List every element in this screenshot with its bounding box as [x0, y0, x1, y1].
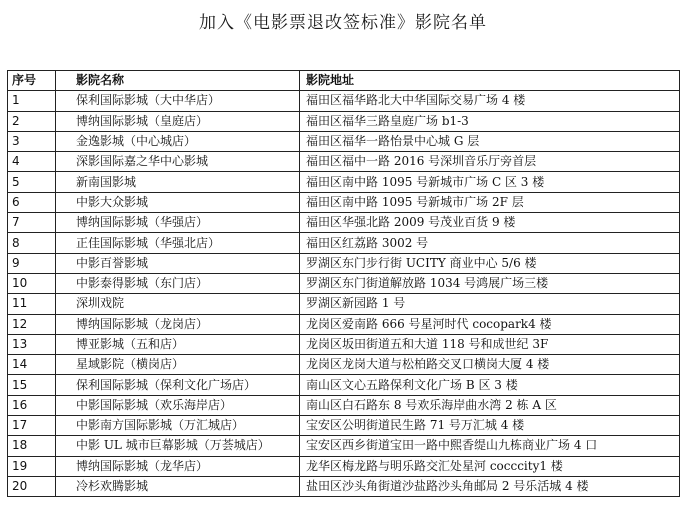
- table-row: [8, 91, 680, 111]
- cell-cinema-address: 福田区福华一路怡景中心城 G 层: [300, 131, 680, 151]
- cell-num: 11: [8, 294, 56, 314]
- page-title: 加入《电影票退改签标准》影院名单: [199, 13, 487, 33]
- cell-cinema-name: 新南国影城: [56, 172, 300, 192]
- cell-cinema-name: 中影南方国际影城（万汇城店）: [56, 416, 300, 436]
- cell-cinema-address: 罗湖区新园路 1 号: [300, 294, 680, 314]
- cell-num: 19: [8, 456, 56, 476]
- cell-num: 10: [8, 273, 56, 293]
- cell-num: 2: [8, 111, 56, 131]
- cell-cinema-address: 福田区南中路 1095 号新城市广场 C 区 3 楼: [300, 172, 680, 192]
- table-row: [8, 334, 680, 354]
- cell-cinema-address: 南山区文心五路保利文化广场 B 区 3 楼: [300, 375, 680, 395]
- cell-cinema-address: 宝安区西乡街道宝田一路中熙香缇山九栋商业广场 4 口: [300, 436, 680, 456]
- cell-num: 13: [8, 334, 56, 354]
- cell-num: 1: [8, 91, 56, 111]
- cell-cinema-address: 宝安区公明街道民生路 71 号万汇城 4 楼: [300, 416, 680, 436]
- cell-num: 20: [8, 476, 56, 496]
- table-row: [8, 152, 680, 172]
- cell-cinema-name: 中影国际影城（欢乐海岸店）: [56, 395, 300, 415]
- table-row: [8, 233, 680, 253]
- table-row: [8, 476, 680, 496]
- header-address: 影院地址: [300, 71, 680, 91]
- table-header-row: [8, 71, 680, 91]
- cell-num: 6: [8, 192, 56, 212]
- cell-cinema-name: 中影大众影城: [56, 192, 300, 212]
- cell-num: 9: [8, 253, 56, 273]
- table-row: [8, 375, 680, 395]
- cell-cinema-address: 福田区南中路 1095 号新城市广场 2F 层: [300, 192, 680, 212]
- cell-num: 12: [8, 314, 56, 334]
- table-row: [8, 213, 680, 233]
- cell-cinema-name: 金逸影城（中心城店）: [56, 131, 300, 151]
- header-name: 影院名称: [56, 71, 300, 91]
- table-row: [8, 294, 680, 314]
- cell-cinema-name: 博亚影城（五和店）: [56, 334, 300, 354]
- cell-cinema-name: 冷杉欢腾影城: [56, 476, 300, 496]
- cell-cinema-name: 正佳国际影城（华强北店）: [56, 233, 300, 253]
- cell-cinema-address: 南山区白石路东 8 号欢乐海岸曲水湾 2 栋 A 区: [300, 395, 680, 415]
- cell-cinema-address: 福田区华强北路 2009 号茂业百货 9 楼: [300, 213, 680, 233]
- cell-cinema-address: 福田区福华路北大中华国际交易广场 4 楼: [300, 91, 680, 111]
- cell-cinema-address: 福田区福中一路 2016 号深圳音乐厅旁首层: [300, 152, 680, 172]
- cell-cinema-name: 博纳国际影城（龙岗店）: [56, 314, 300, 334]
- cell-cinema-address: 龙岗区坂田街道五和大道 118 号和成世纪 3F: [300, 334, 680, 354]
- table-row: [8, 273, 680, 293]
- cell-cinema-address: 龙岗区龙岗大道与松柏路交叉口横岗大厦 4 楼: [300, 355, 680, 375]
- table-row: [8, 456, 680, 476]
- cell-cinema-address: 盐田区沙头角街道沙盐路沙头角邮局 2 号乐活城 4 楼: [300, 476, 680, 496]
- cell-cinema-name: 深影国际嘉之华中心影城: [56, 152, 300, 172]
- table-header: [8, 71, 680, 91]
- cell-num: 16: [8, 395, 56, 415]
- cell-cinema-name: 中影 UL 城市巨幕影城（万荟城店）: [56, 436, 300, 456]
- table-row: [8, 436, 680, 456]
- cell-num: 5: [8, 172, 56, 192]
- table-row: [8, 131, 680, 151]
- cell-cinema-name: 保利国际影城（大中华店）: [56, 91, 300, 111]
- cell-num: 17: [8, 416, 56, 436]
- table-row: [8, 395, 680, 415]
- cell-cinema-name: 博纳国际影城（皇庭店）: [56, 111, 300, 131]
- cell-cinema-name: 保利国际影城（保利文化广场店）: [56, 375, 300, 395]
- table-row: [8, 172, 680, 192]
- cell-cinema-name: 博纳国际影城（龙华店）: [56, 456, 300, 476]
- cell-cinema-name: 博纳国际影城（华强店）: [56, 213, 300, 233]
- table-row: [8, 355, 680, 375]
- cell-cinema-address: 福田区红荔路 3002 号: [300, 233, 680, 253]
- cell-cinema-name: 星域影院（横岗店）: [56, 355, 300, 375]
- table-row: [8, 314, 680, 334]
- cell-cinema-address: 罗湖区东门步行街 UCITY 商业中心 5/6 楼: [300, 253, 680, 273]
- table-row: [8, 111, 680, 131]
- cell-num: 18: [8, 436, 56, 456]
- cell-cinema-name: 深圳戏院: [56, 294, 300, 314]
- table-row: [8, 416, 680, 436]
- cell-cinema-address: 龙华区梅龙路与明乐路交汇处星河 cocccity1 楼: [300, 456, 680, 476]
- cell-num: 3: [8, 131, 56, 151]
- cell-num: 14: [8, 355, 56, 375]
- cell-cinema-address: 龙岗区爱南路 666 号星河时代 cocopark4 楼: [300, 314, 680, 334]
- cell-num: 7: [8, 213, 56, 233]
- cell-num: 8: [8, 233, 56, 253]
- table-row: [8, 192, 680, 212]
- cell-num: 15: [8, 375, 56, 395]
- table-body: [8, 91, 680, 497]
- header-num: 序号: [8, 71, 56, 91]
- table-row: [8, 253, 680, 273]
- cell-cinema-name: 中影百誉影城: [56, 253, 300, 273]
- cell-cinema-name: 中影泰得影城（东门店）: [56, 273, 300, 293]
- cinema-list-table: [7, 70, 680, 497]
- cell-num: 4: [8, 152, 56, 172]
- cell-cinema-address: 罗湖区东门街道解放路 1034 号鸿展广场三楼: [300, 273, 680, 293]
- cell-cinema-address: 福田区福华三路皇庭广场 b1-3: [300, 111, 680, 131]
